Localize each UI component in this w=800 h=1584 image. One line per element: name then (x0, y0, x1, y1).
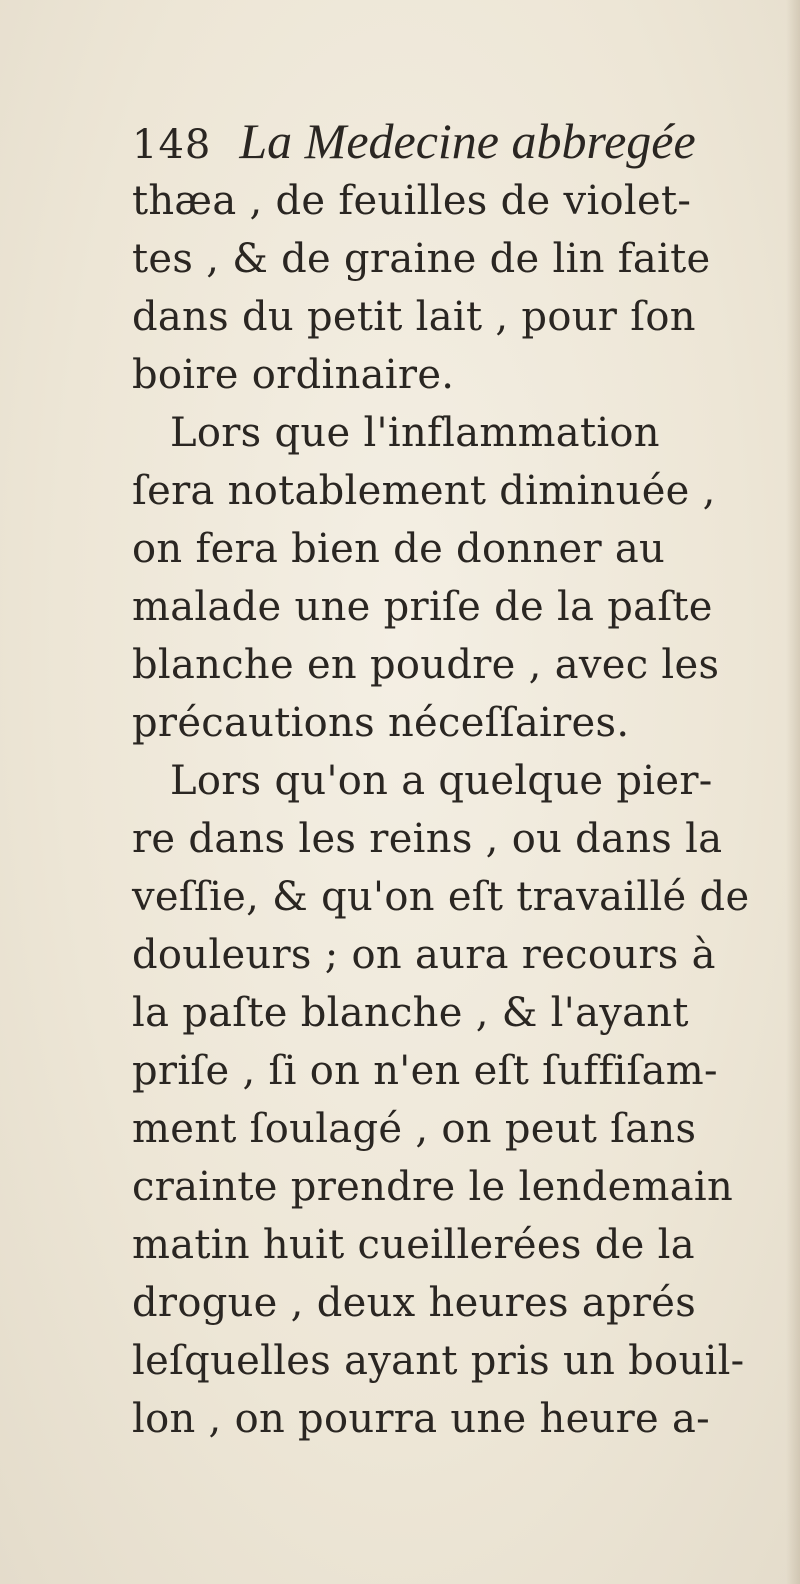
page-number: 148 (132, 122, 212, 168)
page-edge-shadow (786, 0, 800, 1584)
text-line: crainte prendre le lendemain (132, 1164, 734, 1210)
text-line: précautions néceſſaires. (132, 700, 630, 746)
text-line: thæa , de feuilles de violet- (132, 178, 692, 224)
text-line: boire ordinaire. (132, 352, 455, 398)
running-title: La Medecine abbregée (239, 113, 696, 169)
text-line: tes , & de graine de lin faite (132, 236, 711, 282)
text-line: la paſte blanche , & l'ayant (132, 990, 689, 1036)
text-line: Lors qu'on a quelque pier- (170, 758, 713, 804)
text-line: matin huit cueillerées de la (132, 1222, 695, 1268)
text-line: leſquelles ayant pris un bouil- (132, 1338, 745, 1384)
text-line: ſera notablement diminuée , (132, 468, 716, 514)
text-line: drogue , deux heures aprés (132, 1280, 697, 1326)
text-line: douleurs ; on aura recours à (132, 932, 716, 978)
text-line: priſe , ſi on n'en eſt ſuffiſam- (132, 1048, 718, 1094)
text-line: veſſie, & qu'on eſt travaillé de (132, 874, 750, 920)
text-line: ment ſoulagé , on peut ſans (132, 1106, 697, 1152)
text-line: Lors que l'inflammation (170, 410, 660, 456)
text-block (132, 112, 772, 1448)
page-header (132, 112, 772, 172)
text-line: on fera bien de donner au (132, 526, 666, 572)
text-line: lon , on pourra une heure a- (132, 1396, 710, 1442)
text-line: dans du petit lait , pour ſon (132, 294, 696, 340)
text-line: re dans les reins , ou dans la (132, 816, 723, 862)
text-line: malade une priſe de la paſte (132, 584, 713, 630)
text-line: blanche en poudre , avec les (132, 642, 720, 688)
